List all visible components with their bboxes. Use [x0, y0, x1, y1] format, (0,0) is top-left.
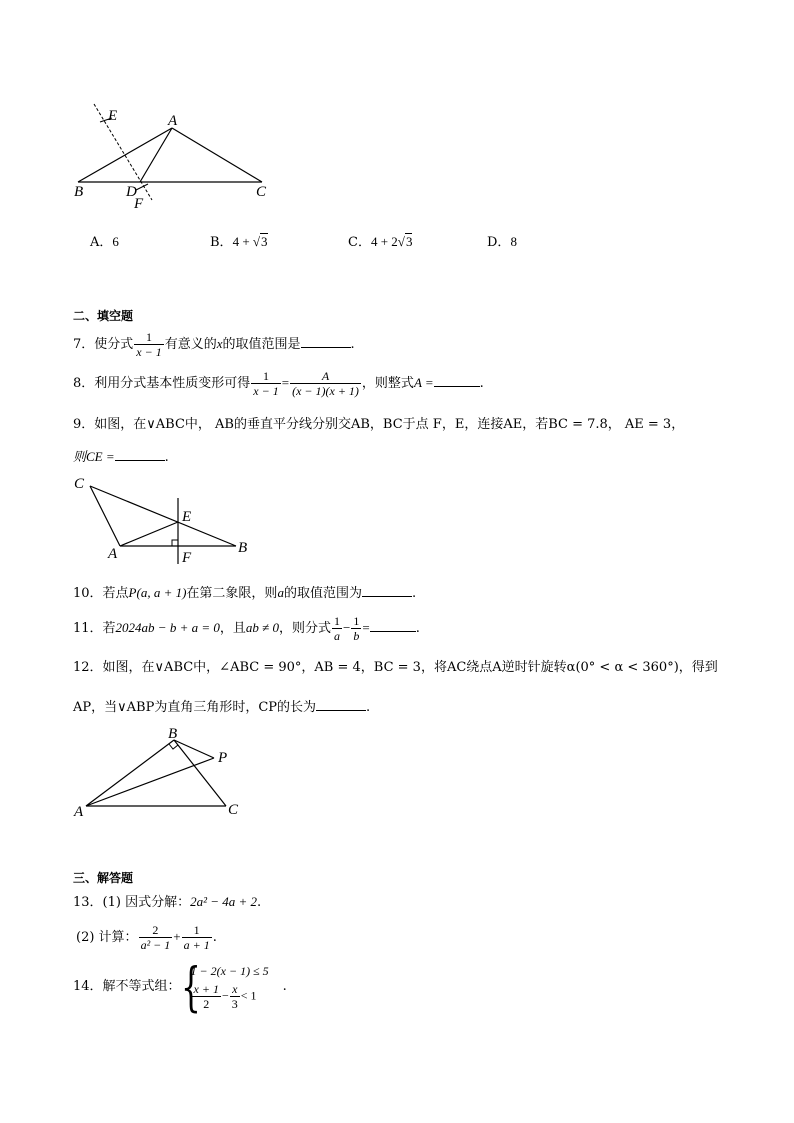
q13-f2-den: a + 1	[183, 938, 210, 952]
q13-fraction-2	[182, 923, 212, 952]
question-10	[73, 584, 416, 600]
dashed-bisector	[94, 104, 152, 200]
q8-end: .	[479, 376, 484, 391]
q8-f2-num: A	[321, 369, 330, 383]
question-9-line1: 9．如图，在∨ABC中， AB的垂直平分线分别交AB，BC于点 F，E，连接AE，若BC = 7.8， AE = 3，	[73, 417, 685, 432]
q14-ineq1: 1 − 2(x − 1) ≤ 5	[190, 964, 269, 978]
question-11	[73, 614, 420, 643]
choice-c[interactable]: C．4 + 2√3	[348, 234, 413, 250]
q13-f1-den: a² − 1	[140, 938, 171, 952]
q7-post: 的取值范围是	[222, 337, 301, 352]
q8-answer-blank[interactable]	[434, 374, 480, 387]
choice-b[interactable]: B．4 + √3	[210, 234, 268, 250]
segment-ca	[90, 486, 120, 546]
question-12-line2	[73, 698, 370, 714]
q9-answer-blank[interactable]	[115, 448, 165, 461]
label-a: A	[168, 113, 178, 129]
q8-eq: =	[281, 375, 290, 390]
q11-post: ，则分式	[279, 621, 332, 636]
figure-triangle-q9	[70, 474, 260, 566]
segment-ac	[172, 128, 262, 182]
q7-end: .	[350, 337, 355, 352]
section-title-solutions: 三、解答题	[73, 871, 134, 885]
q13-f2-num: 1	[193, 923, 200, 937]
q13-fraction-1	[139, 923, 173, 952]
q11-cond: ab ≠ 0	[245, 620, 280, 635]
choice-b-radicand: 3	[261, 234, 268, 249]
q11-f1-num: 1	[334, 614, 341, 628]
label-e: E	[182, 509, 192, 525]
q11-fraction-2	[351, 614, 361, 643]
q7-frac-num: 1	[146, 330, 153, 344]
choice-c-label: C．	[348, 235, 371, 250]
q7-answer-blank[interactable]	[301, 335, 351, 348]
q7-mid: 有意义的	[164, 337, 217, 352]
q11-fraction-1	[332, 614, 342, 643]
q13-part1-end: .	[257, 895, 262, 910]
right-angle-mark	[169, 744, 178, 749]
q13-part1-expr: 2a² − 4a + 2	[190, 894, 258, 909]
q14-inequality-system	[180, 958, 269, 1018]
label-p: P	[218, 750, 228, 766]
q13-plus: +	[173, 929, 181, 944]
q7-var: x	[216, 336, 223, 351]
q14-pre: 14．解不等式组：	[73, 979, 181, 994]
q12-answer-blank[interactable]	[316, 698, 366, 711]
figure-triangle-q12	[70, 724, 250, 820]
choice-b-label: B．	[210, 235, 233, 250]
label-b: B	[168, 726, 178, 742]
right-angle-mark	[172, 540, 178, 546]
label-a: A	[108, 546, 118, 562]
section-title-fill-in: 二、填空题	[73, 309, 134, 323]
q7-number: 7．	[73, 337, 95, 352]
q14-ineq2-frac2	[230, 982, 240, 1011]
q11-minus: −	[343, 620, 351, 635]
choice-d[interactable]	[487, 235, 517, 249]
segment-ae	[120, 522, 178, 546]
q14-end: .	[282, 979, 287, 994]
q14-ineq2-f2-num: x	[232, 982, 238, 996]
q10-point: P(a, a + 1)	[128, 585, 187, 600]
question-12-line1: 12．如图，在∨ABC中，∠ABC = 90°，AB = 4，BC = 3，将AC绕点A逆时针旋转α(0° < α < 360°)，得到	[73, 660, 718, 675]
segment-bp	[174, 740, 214, 758]
q8-f1-den: x − 1	[253, 384, 279, 398]
choice-d-value: 8	[510, 234, 517, 249]
label-f: F	[182, 550, 192, 566]
q11-expr: 2024ab − b + a = 0	[115, 620, 220, 635]
q11-f2-den: b	[353, 629, 360, 643]
segment-cb	[90, 486, 236, 546]
q11-f1-den: a	[334, 629, 341, 643]
label-b: B	[238, 540, 248, 556]
q11-f2-num: 1	[353, 614, 360, 628]
q8-fraction-2	[290, 369, 361, 398]
label-d: D	[126, 184, 137, 200]
choice-c-radicand: 3	[405, 234, 413, 249]
label-a: A	[74, 804, 84, 820]
q8-fraction-1	[251, 369, 280, 398]
q7-pre: 使分式	[94, 337, 134, 352]
q7-fraction	[134, 330, 163, 359]
segment-ap	[86, 758, 214, 806]
q10-answer-blank[interactable]	[362, 584, 412, 597]
segment-ad	[140, 128, 172, 182]
q13-part2-end: .	[212, 930, 217, 945]
choice-a-label: A．	[90, 235, 113, 250]
choice-b-prefix: 4 +	[232, 234, 253, 249]
question-8	[73, 369, 484, 398]
q13-part2-label: (2) 计算：	[76, 930, 138, 945]
q13-f1-num: 2	[152, 923, 159, 937]
q10-var: a	[277, 585, 284, 600]
q12-line2-pre: AP，当∨ABP为直角三角形时，CP的长为	[73, 700, 317, 715]
q13-part1-label: 13．(1) 因式分解：	[73, 895, 191, 910]
q14-ineq2-f2-den: 3	[231, 997, 238, 1011]
question-9-line2	[73, 448, 169, 464]
choice-a-value: 6	[112, 234, 119, 249]
label-f: F	[134, 196, 144, 212]
q14-ineq2-f1-den: 2	[192, 996, 221, 1011]
q8-f2-den: (x − 1)(x + 1)	[292, 384, 359, 398]
label-c: C	[228, 802, 239, 818]
question-14	[73, 958, 287, 1018]
question-7	[73, 330, 355, 359]
q14-ineq2	[191, 982, 269, 1011]
label-c: C	[256, 184, 267, 200]
choice-c-prefix: 4 + 2	[370, 234, 398, 249]
q11-eq: =	[362, 620, 370, 635]
q9-end: .	[164, 450, 169, 465]
q11-pre: 11．若	[73, 621, 116, 636]
q8-number: 8．	[73, 376, 95, 391]
q14-ineq2-rel: < 1	[240, 988, 257, 1003]
q8-f1-num: 1	[263, 369, 270, 383]
question-13-part2	[76, 923, 217, 952]
q14-left-brace: {	[180, 958, 201, 1018]
q9-line2-pre: 则CE =	[73, 449, 115, 464]
q10-mid: 在第二象限，则	[186, 586, 278, 601]
q8-pre: 利用分式基本性质变形可得	[94, 376, 251, 391]
q11-mid: ，且	[219, 621, 246, 636]
arc-mark-bottom	[136, 184, 148, 190]
choice-d-label: D．	[487, 235, 511, 250]
figure-triangle-abc-q6	[70, 98, 290, 213]
q10-end: .	[411, 586, 417, 601]
q14-ineq2-minus: −	[221, 988, 229, 1003]
q11-end: .	[415, 621, 420, 636]
label-c: C	[74, 476, 85, 492]
q10-pre: 10．若点	[73, 586, 129, 601]
q8-mid: ，则整式	[361, 376, 414, 391]
label-e: E	[108, 108, 118, 124]
question-13-part1	[73, 895, 261, 909]
q11-answer-blank[interactable]	[370, 619, 416, 632]
q10-post: 的取值范围为	[283, 586, 362, 601]
label-b: B	[74, 184, 84, 200]
q14-ineq2-f1-num: x + 1	[193, 982, 219, 996]
segment-ba	[78, 128, 172, 182]
q7-frac-den: x − 1	[136, 345, 162, 359]
q12-end: .	[366, 700, 371, 715]
q8-var: A =	[413, 375, 434, 390]
choice-a[interactable]	[90, 235, 119, 249]
segment-ab	[86, 740, 174, 806]
